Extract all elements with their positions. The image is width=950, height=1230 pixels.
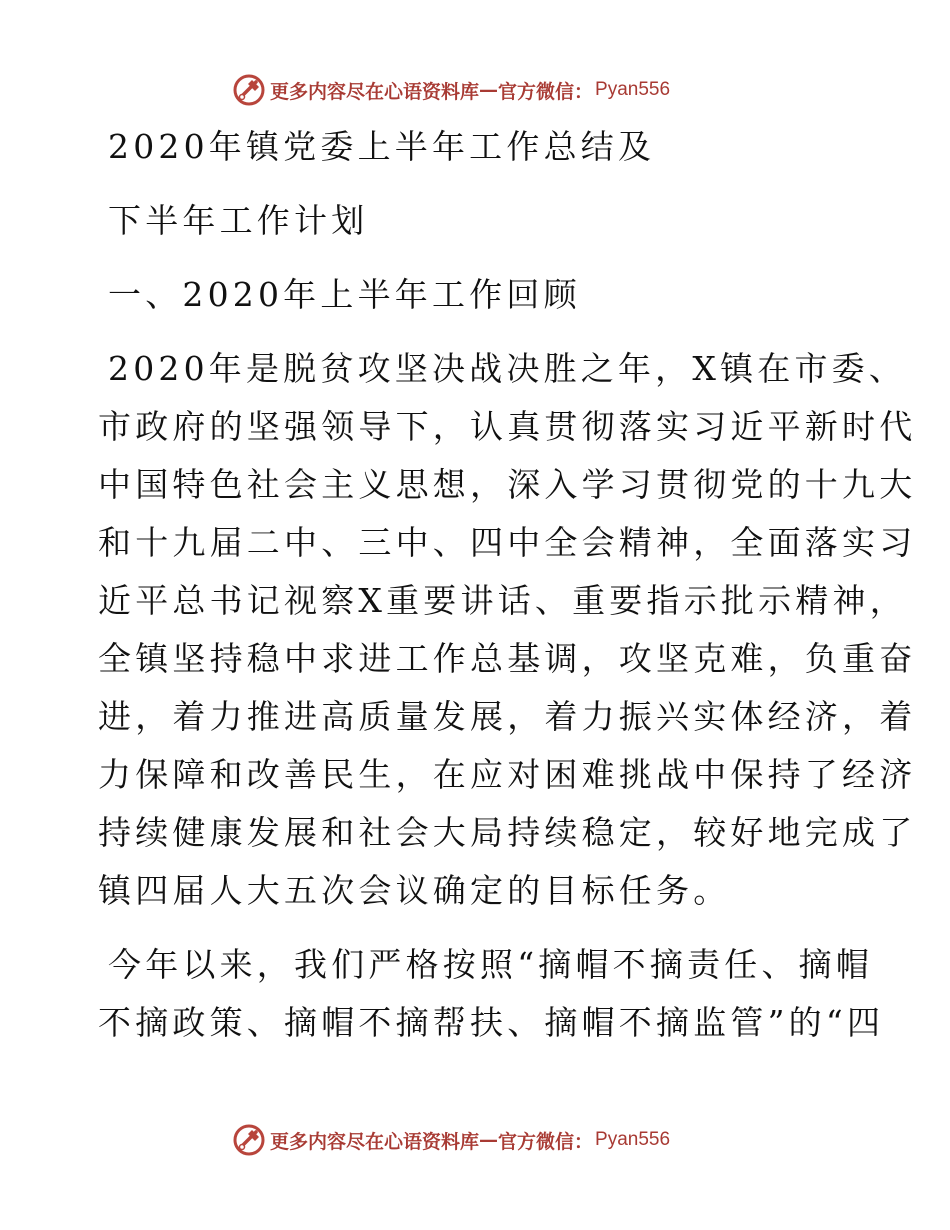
header-watermark bbox=[232, 72, 670, 108]
document-title-line-1: 2020年镇党委上半年工作总结及 bbox=[108, 127, 656, 166]
paragraph1-line: 市政府的坚强领导下，认真贯彻落实习近平新时代 bbox=[98, 407, 917, 446]
document-title-line-2: 下半年工作计划 bbox=[108, 201, 369, 240]
paragraph1-line: 力保障和改善民生，在应对困难挑战中保持了经济 bbox=[98, 755, 917, 794]
paragraph1-line: 和十九届二中、三中、四中全会精神，全面落实习 bbox=[98, 523, 917, 562]
logo-icon bbox=[232, 1123, 266, 1157]
watermark-site-text: 更多内容尽在心语资料库 bbox=[270, 1130, 480, 1153]
paragraph2-line: 不摘政策、摘帽不摘帮扶、摘帽不摘监管”的“四 bbox=[98, 1003, 885, 1042]
logo-icon bbox=[232, 73, 266, 107]
paragraph2-line: 今年以来，我们严格按照“摘帽不摘责任、摘帽 bbox=[108, 945, 874, 984]
watermark-wechat-label: 官方微信： bbox=[498, 1130, 594, 1153]
watermark-separator: — bbox=[479, 79, 499, 101]
section-heading: 一、2020年上半年工作回顾 bbox=[108, 275, 581, 314]
watermark-wechat-label: 官方微信： bbox=[498, 80, 594, 103]
paragraph1-line: 中国特色社会主义思想，深入学习贯彻党的十九大 bbox=[98, 465, 917, 504]
watermark-wechat-id: Pyan556 bbox=[595, 79, 671, 100]
paragraph1-line: 全镇坚持稳中求进工作总基调，攻坚克难，负重奋 bbox=[98, 639, 917, 678]
watermark-separator: — bbox=[479, 1129, 499, 1151]
paragraph1-line: 持续健康发展和社会大局持续稳定，较好地完成了 bbox=[98, 813, 917, 852]
watermark-wechat-id: Pyan556 bbox=[595, 1129, 671, 1150]
paragraph1-line: 进，着力推进高质量发展，着力振兴实体经济，着 bbox=[98, 697, 917, 736]
paragraph1-line: 镇四届人大五次会议确定的目标任务。 bbox=[98, 871, 731, 910]
paragraph1-line: 2020年是脱贫攻坚决战决胜之年，X镇在市委、 bbox=[108, 349, 907, 388]
watermark-site-text: 更多内容尽在心语资料库 bbox=[270, 80, 480, 103]
footer-watermark bbox=[232, 1122, 670, 1158]
paragraph1-line: 近平总书记视察X重要讲话、重要指示批示精神， bbox=[98, 581, 907, 620]
